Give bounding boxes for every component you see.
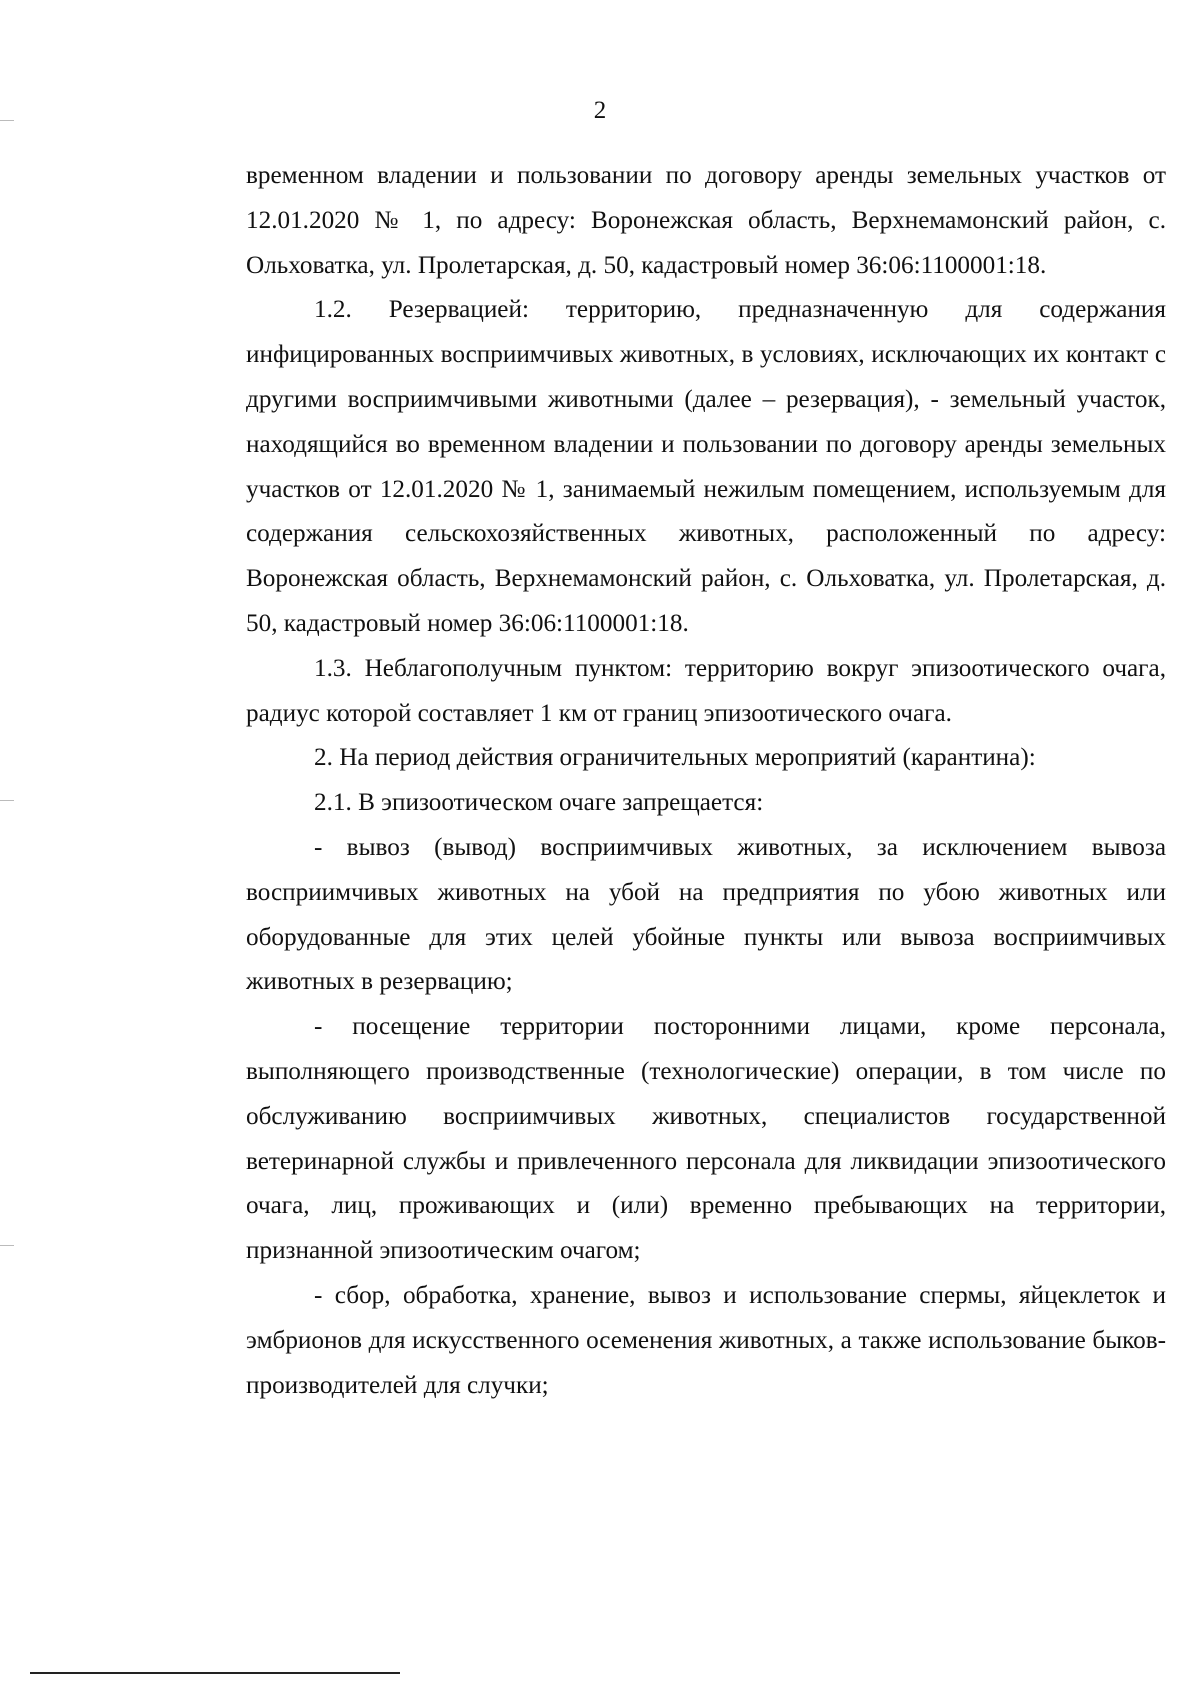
paragraph-1-2-reservation: 1.2. Резервацией: территорию, предназначенную для содержания инфицированных восприимчивых животных, в условиях, исключающих их контакт с другими восприимчивыми животными (далее – резервация), - земельный участок, находящийся во временном владении и пользовании по договору аренды земельных участков от 12.01.2020 № 1, занимаемый нежилым помещением, используемым для содержания сельскохозяйственных животных, расположенный по адресу: Воронежская область, Верхнемамонский район, с. Ольховатка, ул. Пролетарская, д. 50, кадастровый номер 36:06:1100001:18. (246, 296, 1166, 637)
list-item-semen-ban: - сбор, обработка, хранение, вывоз и использование спермы, яйцеклеток и эмбрионов для искусственного осеменения животных, а также использование быков-производителей для случки; (246, 1281, 1166, 1399)
scan-edge-mark (0, 120, 14, 121)
bottom-rule (30, 1672, 400, 1674)
list-item-visit-ban: - посещение территории посторонними лицами, кроме персонала, выполняющего производственные (технологические) операции, в том числе по обслуживанию восприимчивых животных, специалистов государственной ветеринарной службы и привлеченного персонала для ликвидации эпизоотического очага, лиц, проживающих и (или) временно пребывающих на территории, признанной эпизоотическим очагом; (246, 1013, 1166, 1265)
paragraph-2-1-prohibitions: 2.1. В эпизоотическом очаге запрещается: (314, 789, 764, 817)
list-item-export-ban: - вывоз (вывод) восприимчивых животных, за исключением вывоза восприимчивых животных на убой на предприятия по убою животных или оборудованные для этих целей убойные пункты или вывоза восприимчивых животных в резервацию; (246, 833, 1166, 996)
document-body (246, 154, 1166, 1408)
page-number: 2 (593, 97, 607, 124)
scan-edge-mark (0, 1245, 14, 1246)
scan-edge-mark (0, 800, 14, 801)
paragraph-2-quarantine-period: 2. На период действия ограничительных мероприятий (карантина): (314, 744, 1036, 772)
paragraph-continuation: временном владении и пользовании по договору аренды земельных участков от 12.01.2020 № 1, по адресу: Воронежская область, Верхнемамонский район, с. Ольховатка, ул. Пролетарская, д. 50, кадастровый номер 36:06:1100001:18. (246, 162, 1166, 279)
paragraph-1-3-unfavorable-point: 1.3. Неблагополучным пунктом: территорию вокруг эпизоотического очага, радиус которой составляет 1 км от границ эпизоотического очага. (246, 654, 1166, 727)
